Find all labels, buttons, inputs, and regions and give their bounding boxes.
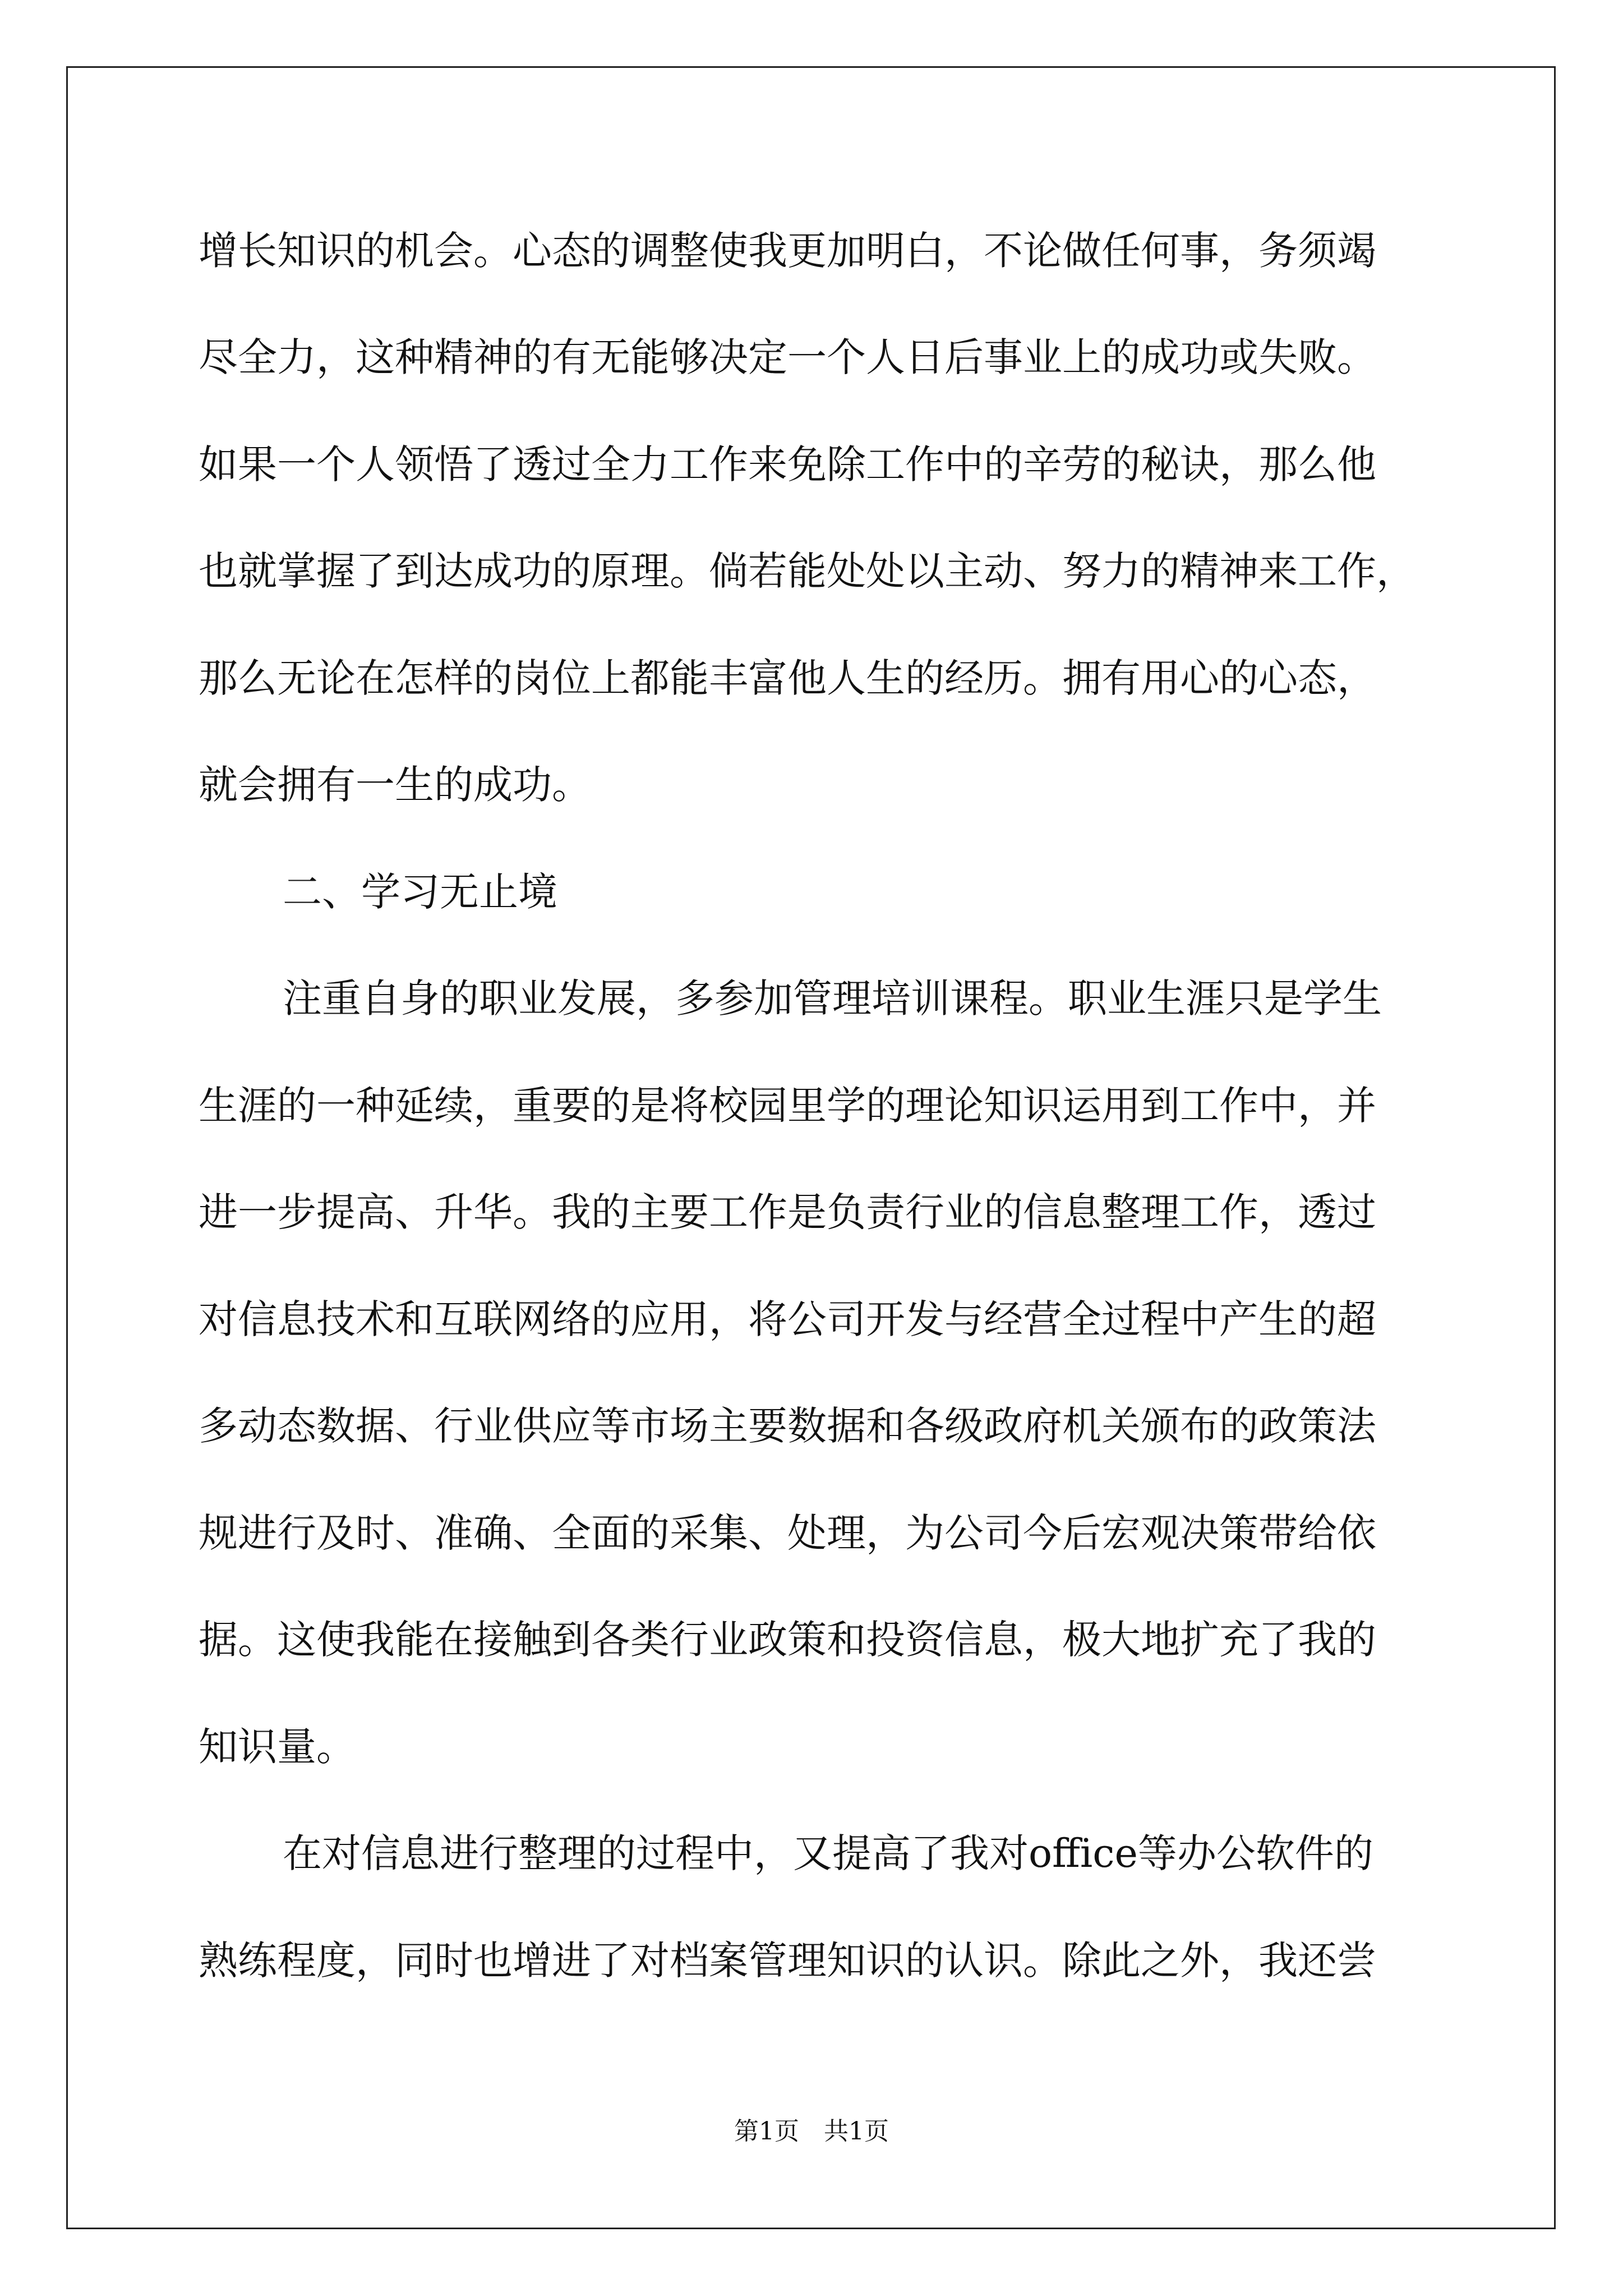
text-line-8: 注重自身的职业发展，多参加管理培训课程。职业生涯只是学生 bbox=[283, 976, 1382, 1022]
text-line-1: 增长知识的机会。心态的调整使我更加明白，不论做任何事，务须竭 bbox=[199, 228, 1376, 274]
page-number-footer: 第1页 共1页 bbox=[734, 2117, 889, 2146]
text-line-17: 熟练程度，同时也增进了对档案管理知识的认识。除此之外，我还尝 bbox=[199, 1938, 1376, 1984]
text-line-5: 那么无论在怎样的岗位上都能丰富他人生的经历。拥有用心的心态， bbox=[199, 655, 1376, 701]
text-line-9: 生涯的一种延续，重要的是将校园里学的理论知识运用到工作中，并 bbox=[199, 1083, 1376, 1129]
text-line-16: 在对信息进行整理的过程中，又提高了我对office等办公软件的 bbox=[283, 1830, 1373, 1876]
text-line-2: 尽全力，这种精神的有无能够决定一个人日后事业上的成功或失败。 bbox=[199, 334, 1376, 380]
text-line-14: 据。这使我能在接触到各类行业政策和投资信息，极大地扩充了我的 bbox=[199, 1617, 1376, 1663]
text-line-3: 如果一个人领悟了透过全力工作来免除工作中的辛劳的秘诀，那么他 bbox=[199, 441, 1376, 487]
page-border bbox=[66, 66, 1556, 2229]
text-line-13: 规进行及时、准确、全面的采集、处理，为公司今后宏观决策带给依 bbox=[199, 1510, 1376, 1556]
section-heading: 二、学习无止境 bbox=[283, 869, 557, 915]
text-line-11: 对信息技术和互联网络的应用，将公司开发与经营全过程中产生的超 bbox=[199, 1296, 1376, 1342]
text-line-6: 就会拥有一生的成功。 bbox=[199, 762, 591, 808]
text-line-10: 进一步提高、升华。我的主要工作是负责行业的信息整理工作，透过 bbox=[199, 1189, 1376, 1235]
text-line-12: 多动态数据、行业供应等市场主要数据和各级政府机关颁布的政策法 bbox=[199, 1403, 1376, 1449]
text-line-4: 也就掌握了到达成功的原理。倘若能处处以主动、努力的精神来工作， bbox=[199, 548, 1415, 594]
text-line-15: 知识量。 bbox=[199, 1724, 356, 1770]
